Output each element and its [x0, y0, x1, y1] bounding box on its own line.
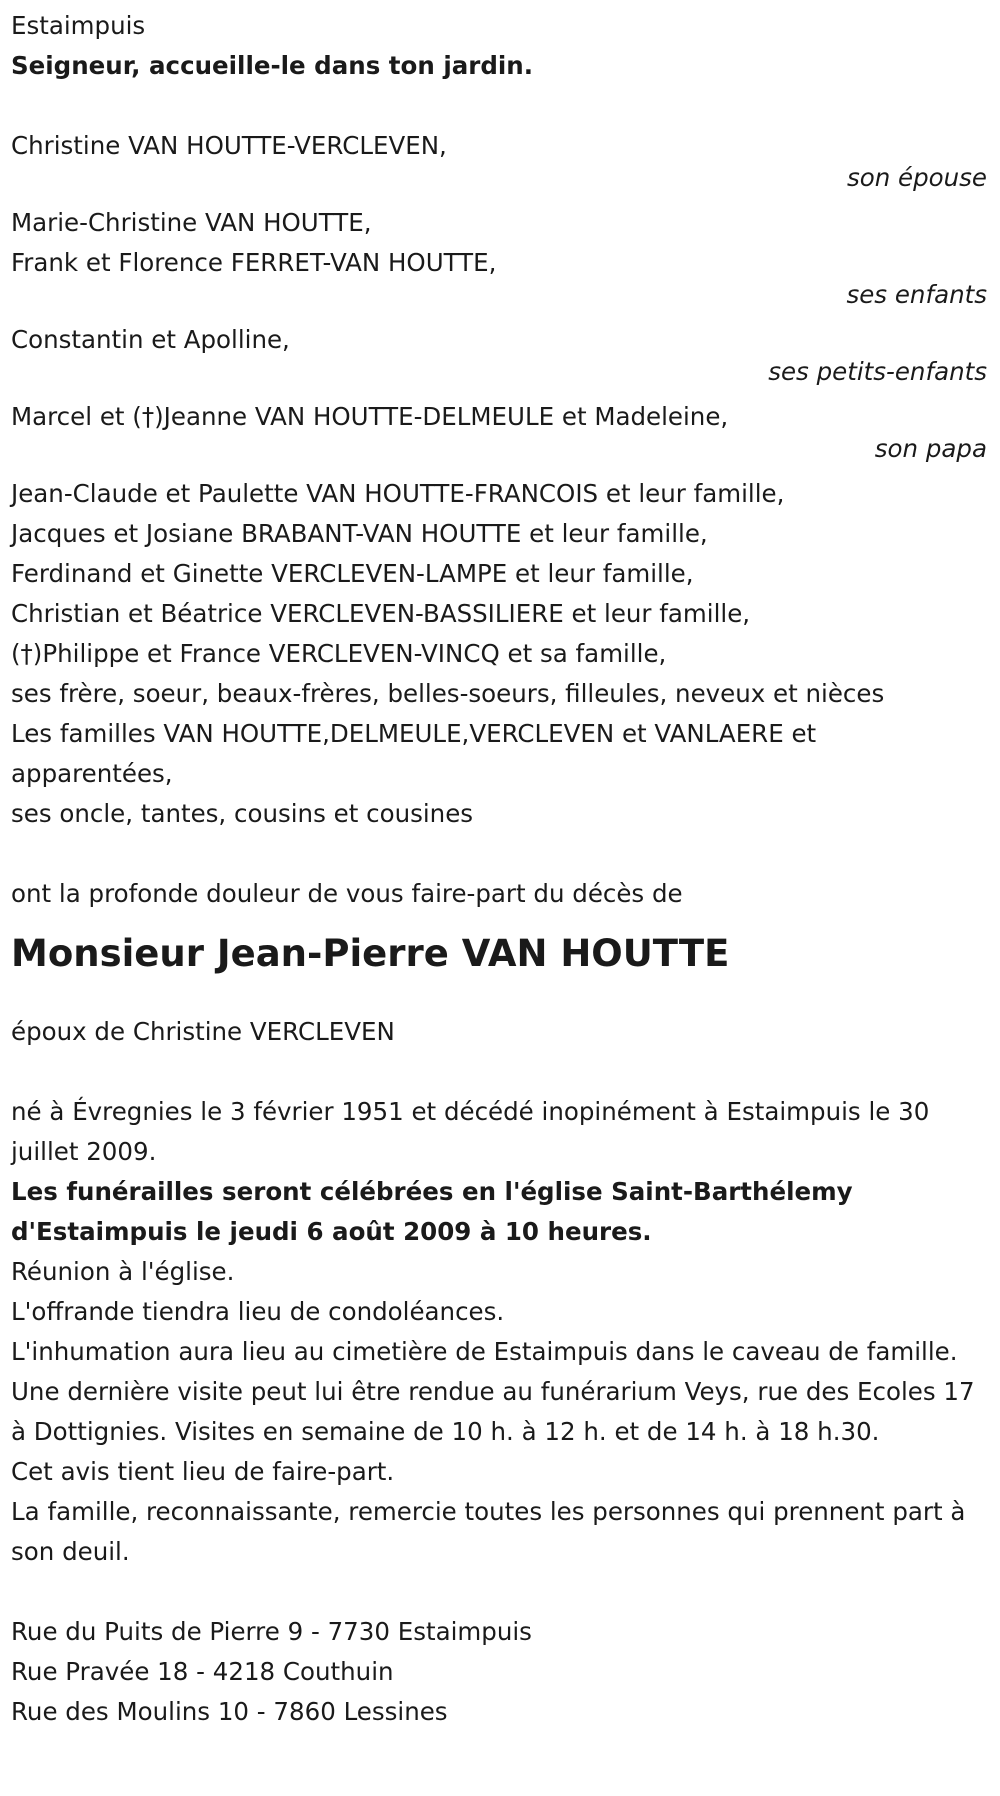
spacer	[11, 1572, 991, 1612]
father-group	[11, 397, 991, 463]
notice-text: Cet avis tient lieu de faire-part.	[11, 1457, 395, 1486]
child-name: Marie-Christine VAN HOUTTE,	[11, 208, 372, 237]
spacer	[11, 1052, 991, 1092]
deceased-spouse-of: époux de Christine VERCLEVEN	[11, 1017, 395, 1046]
relatives-list	[11, 474, 991, 834]
relative-entry: Jean-Claude et Paulette VAN HOUTTE-FRANCOIS et leur famille,	[11, 479, 785, 508]
spouse-role: son épouse	[846, 163, 987, 192]
child-name: Frank et Florence FERRET-VAN HOUTTE,	[11, 248, 497, 277]
relative-entry: Ferdinand et Ginette VERCLEVEN-LAMPE et leur famille,	[11, 559, 694, 588]
address-line: Rue du Puits de Pierre 9 - 7730 Estaimpuis	[11, 1617, 532, 1646]
grandchildren-names: Constantin et Apolline,	[11, 325, 290, 354]
grandchildren-group	[11, 320, 991, 386]
address-line: Rue des Moulins 10 - 7860 Lessines	[11, 1697, 448, 1726]
addresses-list	[11, 1612, 991, 1732]
deceased-name: Monsieur Jean-Pierre VAN HOUTTE	[11, 932, 730, 975]
relative-entry: ses oncle, tantes, cousins et cousines	[11, 799, 474, 828]
relative-entry: Les familles VAN HOUTTE,DELMEULE,VERCLEVEN et VANLAERE et apparentées,	[11, 719, 817, 788]
father-name: Marcel et (†)Jeanne VAN HOUTTE-DELMEULE et Madeleine,	[11, 402, 729, 431]
spouse-group	[11, 126, 991, 192]
relative-entry: (†)Philippe et France VERCLEVEN-VINCQ et sa famille,	[11, 639, 667, 668]
relative-entry: ses frère, soeur, beaux-frères, belles-soeurs, filleules, neveux et nièces	[11, 679, 885, 708]
relative-entry: Jacques et Josiane BRABANT-VAN HOUTTE et leur famille,	[11, 519, 708, 548]
prayer-line: Seigneur, accueille-le dans ton jardin.	[11, 51, 534, 80]
children-role: ses enfants	[846, 280, 987, 309]
relative-entry: Christian et Béatrice VERCLEVEN-BASSILIERE et leur famille,	[11, 599, 751, 628]
father-role: son papa	[874, 434, 987, 463]
funeral-visit: Une dernière visite peut lui être rendue au funérarium Veys, rue des Ecoles 17 à Dottignies. Visites en semaine de 10 h. à 12 h. et de 14 h. à 18 h.30.	[11, 1377, 975, 1446]
funeral-offering: L'offrande tiendra lieu de condoléances.	[11, 1297, 505, 1326]
thanks-text: La famille, reconnaissante, remercie toutes les personnes qui prennent part à son deuil.	[11, 1497, 966, 1566]
place-name: Estaimpuis	[11, 11, 146, 40]
announcement-text: ont la profonde douleur de vous faire-part du décès de	[11, 879, 683, 908]
funeral-burial: L'inhumation aura lieu au cimetière de Estaimpuis dans le caveau de famille.	[11, 1337, 958, 1366]
spouse-name: Christine VAN HOUTTE-VERCLEVEN,	[11, 131, 447, 160]
grandchildren-role: ses petits-enfants	[768, 357, 987, 386]
children-group	[11, 203, 991, 309]
funeral-meeting: Réunion à l'église.	[11, 1257, 235, 1286]
obituary-notice	[11, 6, 991, 1732]
birth-death-text: né à Évregnies le 3 février 1951 et décédé inopinément à Estaimpuis le 30 juillet 2009.	[11, 1097, 930, 1166]
spacer	[11, 834, 991, 874]
address-line: Rue Pravée 18 - 4218 Couthuin	[11, 1657, 394, 1686]
funeral-ceremony: Les funérailles seront célébrées en l'église Saint-Barthélemy d'Estaimpuis le jeudi 6 août 2009 à 10 heures.	[11, 1177, 853, 1246]
spacer	[11, 86, 991, 126]
